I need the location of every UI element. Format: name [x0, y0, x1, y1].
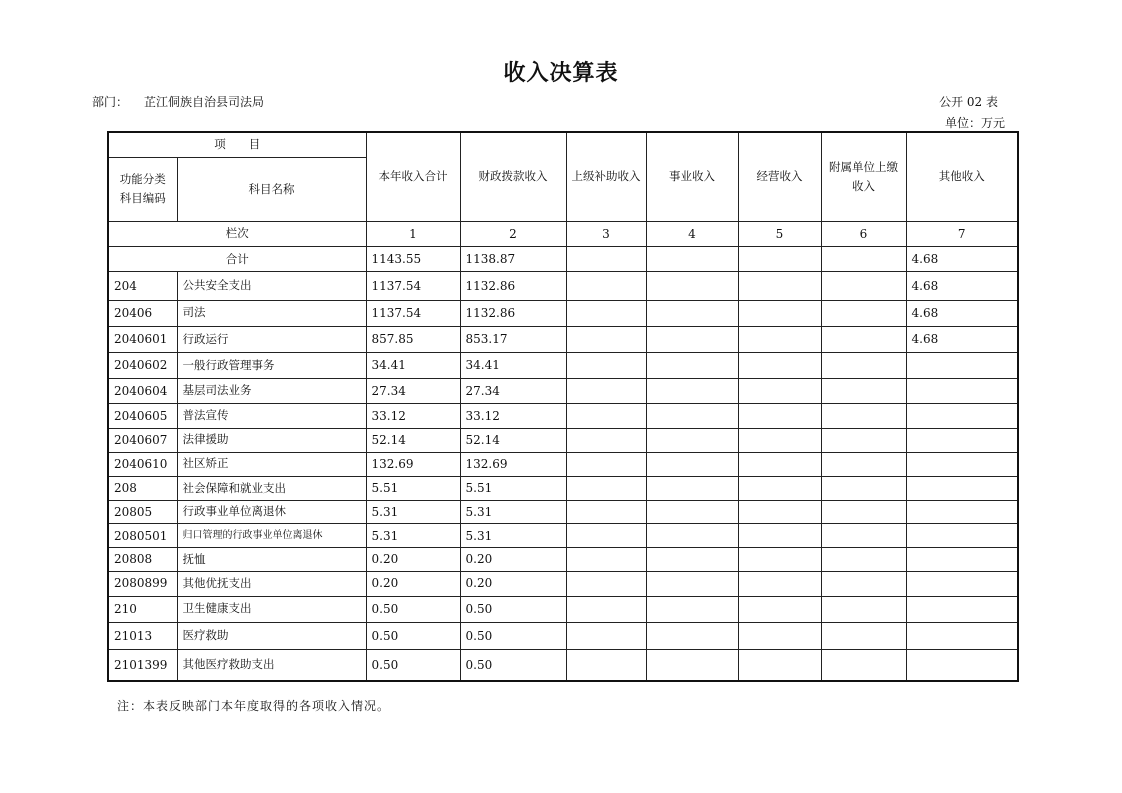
total-value [821, 247, 906, 272]
amount-cell [738, 326, 821, 352]
subject-name: 其他优抚支出 [177, 571, 366, 596]
table-row [108, 353, 1018, 379]
subject-name: 卫生健康支出 [177, 596, 366, 622]
table-row [108, 428, 1018, 452]
amount-cell [906, 650, 1018, 681]
subject-name: 社区矫正 [177, 452, 366, 476]
amount-cell [646, 548, 738, 571]
amount-cell: 52.14 [460, 428, 566, 452]
amount-cell: 0.20 [366, 548, 460, 571]
column-index-cell: 2 [460, 222, 566, 247]
total-value [738, 247, 821, 272]
amount-cell [646, 353, 738, 379]
amount-cell: 0.50 [366, 596, 460, 622]
column-index-cell: 6 [821, 222, 906, 247]
amount-cell [821, 379, 906, 404]
amount-cell: 5.31 [460, 524, 566, 548]
header-project: 项 目 [108, 132, 366, 157]
amount-cell [738, 622, 821, 649]
amount-cell [821, 501, 906, 524]
amount-cell: 857.85 [366, 326, 460, 352]
amount-cell [738, 379, 821, 404]
amount-cell [738, 476, 821, 500]
amount-cell [566, 300, 646, 326]
table-row [108, 326, 1018, 352]
amount-cell [646, 452, 738, 476]
page-title: 收入决算表 [503, 61, 619, 86]
table-number: 公开 02 表 [939, 95, 998, 109]
amount-cell: 5.51 [366, 476, 460, 500]
footnote: 注：本表反映部门本年度取得的各项收入情况。 [117, 699, 391, 713]
amount-cell [566, 428, 646, 452]
amount-cell [821, 404, 906, 428]
subject-code: 2040601 [108, 326, 177, 352]
amount-cell [566, 379, 646, 404]
subject-code: 2101399 [108, 650, 177, 681]
amount-cell [906, 596, 1018, 622]
column-index-cell: 1 [366, 222, 460, 247]
unit-label: 单位：万元 [944, 116, 1005, 130]
header-other: 其他收入 [906, 132, 1018, 222]
amount-cell: 5.31 [460, 501, 566, 524]
amount-cell [738, 524, 821, 548]
header-fiscal: 财政拨款收入 [460, 132, 566, 222]
subject-code: 2040602 [108, 353, 177, 379]
amount-cell: 34.41 [460, 353, 566, 379]
header-total: 本年收入合计 [366, 132, 460, 222]
amount-cell [738, 571, 821, 596]
amount-cell [738, 300, 821, 326]
total-value [646, 247, 738, 272]
amount-cell [566, 596, 646, 622]
table-row [108, 476, 1018, 500]
amount-cell [906, 452, 1018, 476]
header-code: 功能分类科目编码 [108, 157, 177, 221]
amount-cell: 27.34 [460, 379, 566, 404]
amount-cell [738, 650, 821, 681]
amount-cell [738, 272, 821, 300]
table-row [108, 596, 1018, 622]
amount-cell [566, 650, 646, 681]
amount-cell [738, 501, 821, 524]
amount-cell [821, 326, 906, 352]
amount-cell [566, 353, 646, 379]
subject-name: 行政事业单位离退休 [177, 501, 366, 524]
subject-code: 21013 [108, 622, 177, 649]
amount-cell [906, 524, 1018, 548]
amount-cell: 0.20 [460, 548, 566, 571]
amount-cell: 33.12 [460, 404, 566, 428]
amount-cell [646, 272, 738, 300]
header-row-1 [108, 132, 1018, 157]
amount-cell [821, 524, 906, 548]
amount-cell [821, 300, 906, 326]
amount-cell [566, 326, 646, 352]
subject-name: 行政运行 [177, 326, 366, 352]
header-affiliated: 附属单位上缴收入 [821, 132, 906, 222]
table-row [108, 548, 1018, 571]
amount-cell [906, 476, 1018, 500]
amount-cell: 27.34 [366, 379, 460, 404]
amount-cell [646, 596, 738, 622]
total-value: 4.68 [906, 247, 1018, 272]
amount-cell: 1132.86 [460, 300, 566, 326]
table-row [108, 300, 1018, 326]
amount-cell: 4.68 [906, 326, 1018, 352]
amount-cell [906, 379, 1018, 404]
column-index-label: 栏次 [108, 222, 366, 247]
amount-cell [738, 428, 821, 452]
subject-code: 2080899 [108, 571, 177, 596]
amount-cell [738, 548, 821, 571]
subject-name: 一般行政管理事务 [177, 353, 366, 379]
amount-cell [566, 476, 646, 500]
total-row [108, 247, 1018, 272]
amount-cell [566, 452, 646, 476]
amount-cell [906, 548, 1018, 571]
amount-cell: 132.69 [460, 452, 566, 476]
amount-cell [646, 300, 738, 326]
table-row [108, 622, 1018, 649]
amount-cell: 132.69 [366, 452, 460, 476]
amount-cell [646, 524, 738, 548]
income-final-accounts-table [107, 131, 1019, 682]
header-name: 科目名称 [177, 157, 366, 221]
column-index-row [108, 222, 1018, 247]
column-index-cell: 4 [646, 222, 738, 247]
subject-code: 210 [108, 596, 177, 622]
amount-cell: 0.20 [366, 571, 460, 596]
amount-cell [821, 452, 906, 476]
amount-cell [738, 596, 821, 622]
amount-cell [906, 353, 1018, 379]
subject-code: 2040610 [108, 452, 177, 476]
amount-cell [566, 571, 646, 596]
amount-cell [906, 404, 1018, 428]
amount-cell: 0.50 [460, 650, 566, 681]
subject-name: 社会保障和就业支出 [177, 476, 366, 500]
department-label: 部门： [92, 95, 129, 109]
amount-cell [646, 379, 738, 404]
amount-cell: 853.17 [460, 326, 566, 352]
table-row [108, 452, 1018, 476]
header-upper-subsidy: 上级补助收入 [566, 132, 646, 222]
subject-name: 基层司法业务 [177, 379, 366, 404]
table-row [108, 379, 1018, 404]
header-operating: 经营收入 [738, 132, 821, 222]
amount-cell [646, 476, 738, 500]
amount-cell [646, 326, 738, 352]
amount-cell [821, 272, 906, 300]
subject-name: 普法宣传 [177, 404, 366, 428]
amount-cell [906, 428, 1018, 452]
amount-cell [646, 428, 738, 452]
column-index-cell: 3 [566, 222, 646, 247]
amount-cell [646, 571, 738, 596]
department-name: 芷江侗族自治县司法局 [144, 95, 265, 109]
subject-code: 2080501 [108, 524, 177, 548]
subject-code: 204 [108, 272, 177, 300]
amount-cell: 0.20 [460, 571, 566, 596]
amount-cell [566, 272, 646, 300]
table-row [108, 272, 1018, 300]
department-line [92, 93, 264, 110]
amount-cell: 0.50 [460, 622, 566, 649]
amount-cell: 4.68 [906, 272, 1018, 300]
total-value: 1138.87 [460, 247, 566, 272]
amount-cell [738, 452, 821, 476]
amount-cell: 52.14 [366, 428, 460, 452]
subject-code: 20808 [108, 548, 177, 571]
amount-cell: 4.68 [906, 300, 1018, 326]
amount-cell [646, 650, 738, 681]
amount-cell [566, 622, 646, 649]
amount-cell [566, 524, 646, 548]
amount-cell [566, 548, 646, 571]
total-value [566, 247, 646, 272]
amount-cell: 0.50 [366, 622, 460, 649]
amount-cell: 5.31 [366, 524, 460, 548]
table-row [108, 524, 1018, 548]
amount-cell [821, 353, 906, 379]
amount-cell [566, 501, 646, 524]
subject-code: 2040605 [108, 404, 177, 428]
amount-cell: 33.12 [366, 404, 460, 428]
amount-cell: 1132.86 [460, 272, 566, 300]
amount-cell [821, 622, 906, 649]
amount-cell [566, 404, 646, 428]
column-index-cell: 5 [738, 222, 821, 247]
subject-code: 20805 [108, 501, 177, 524]
amount-cell: 1137.54 [366, 300, 460, 326]
subject-name: 司法 [177, 300, 366, 326]
subject-code: 20406 [108, 300, 177, 326]
subject-name: 归口管理的行政事业单位离退休 [177, 524, 366, 548]
column-index-cell: 7 [906, 222, 1018, 247]
amount-cell [646, 501, 738, 524]
amount-cell [821, 571, 906, 596]
amount-cell: 0.50 [366, 650, 460, 681]
table-row [108, 404, 1018, 428]
table-row [108, 501, 1018, 524]
amount-cell [821, 548, 906, 571]
amount-cell: 5.31 [366, 501, 460, 524]
total-value: 1143.55 [366, 247, 460, 272]
subject-code: 2040607 [108, 428, 177, 452]
amount-cell [646, 622, 738, 649]
amount-cell: 1137.54 [366, 272, 460, 300]
amount-cell [738, 404, 821, 428]
amount-cell [646, 404, 738, 428]
subject-name: 其他医疗救助支出 [177, 650, 366, 681]
amount-cell [821, 476, 906, 500]
amount-cell: 0.50 [460, 596, 566, 622]
amount-cell [906, 571, 1018, 596]
amount-cell [906, 501, 1018, 524]
amount-cell [906, 622, 1018, 649]
amount-cell: 5.51 [460, 476, 566, 500]
subject-name: 法律援助 [177, 428, 366, 452]
subject-name: 抚恤 [177, 548, 366, 571]
amount-cell: 34.41 [366, 353, 460, 379]
amount-cell [738, 353, 821, 379]
header-business: 事业收入 [646, 132, 738, 222]
table-row [108, 571, 1018, 596]
table-row [108, 650, 1018, 681]
subject-name: 医疗救助 [177, 622, 366, 649]
amount-cell [821, 428, 906, 452]
amount-cell [821, 650, 906, 681]
total-label: 合计 [108, 247, 366, 272]
subject-code: 208 [108, 476, 177, 500]
subject-name: 公共安全支出 [177, 272, 366, 300]
amount-cell [821, 596, 906, 622]
subject-code: 2040604 [108, 379, 177, 404]
